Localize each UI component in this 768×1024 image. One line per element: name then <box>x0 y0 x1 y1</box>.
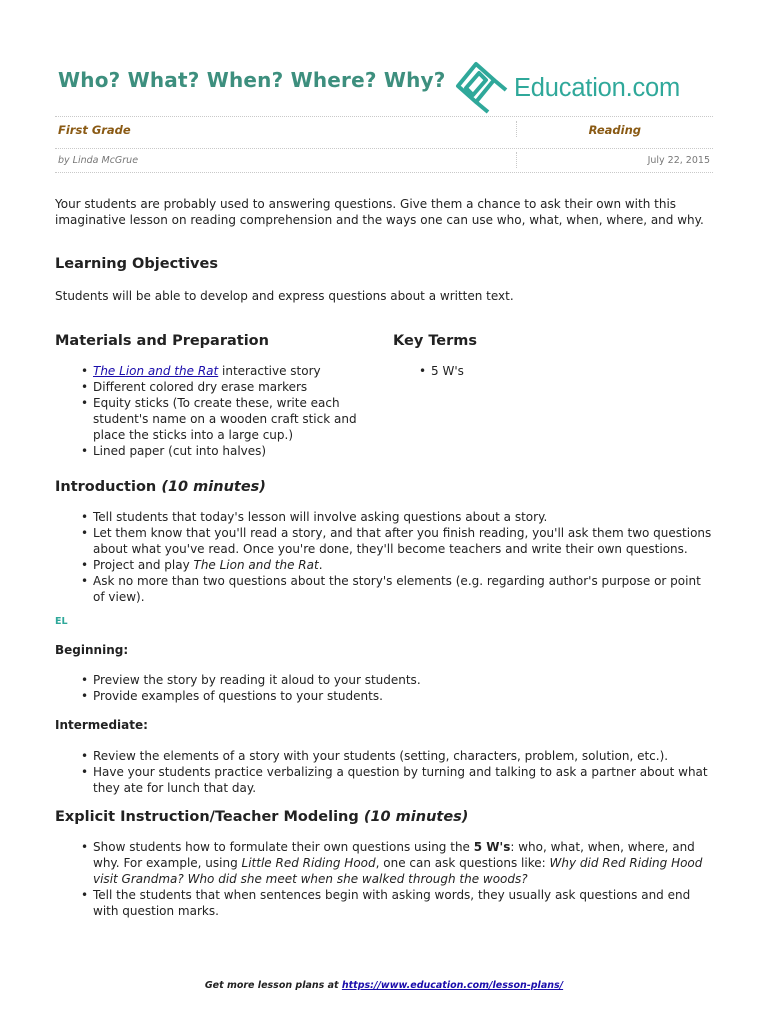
learning-objectives-text: Students will be able to develop and express questions about a written text. <box>55 289 514 303</box>
duration: (10 minutes) <box>161 479 266 495</box>
list-item-text: interactive story <box>218 364 321 378</box>
list-item <box>55 557 715 573</box>
education-logo[interactable] <box>452 54 714 114</box>
list-item: • Ask no more than two questions about the story's elements (e.g. regarding author's purpose or point of view). <box>55 573 715 605</box>
heading-text: Explicit Instruction/Teacher Modeling <box>55 809 359 825</box>
explicit-instruction-list <box>55 839 715 919</box>
learning-objectives-heading: Learning Objectives <box>55 256 218 272</box>
introduction-heading <box>55 479 266 495</box>
footer <box>0 980 768 991</box>
list-item: • Equity sticks (To create these, write each student's name on a wooden craft stick and place the sticks into a large cup.) <box>55 395 365 443</box>
key-terms-list <box>393 363 593 379</box>
lesson-plans-link[interactable]: https://www.education.com/lesson-plans/ <box>341 980 564 991</box>
example-questions: Why did Red Riding Hood visit Grandma? Who did she meet when she walked through the woods? <box>93 856 703 886</box>
list-item: • Tell the students that when sentences begin with asking words, they usually ask questions and end with question marks. <box>55 887 715 919</box>
intermediate-list <box>55 748 715 796</box>
list-item-text: Show students how to formulate their own questions using the <box>93 840 474 854</box>
materials-heading: Materials and Preparation <box>55 333 269 349</box>
divider <box>55 116 713 117</box>
list-item: • Review the elements of a story with your students (setting, characters, problem, solution, etc.). <box>55 748 715 764</box>
list-item: • Preview the story by reading it aloud to your students. <box>55 672 715 688</box>
list-item: • Let them know that you'll read a story, and that after you finish reading, you'll ask them two questions about what you've read. Once you're done, they'll become teachers and write their own questions. <box>55 525 715 557</box>
beginning-label: Beginning: <box>55 643 129 657</box>
list-item-text: Project and play <box>93 558 194 572</box>
list-item: • Provide examples of questions to your students. <box>55 688 715 704</box>
list-item: • Different colored dry erase markers <box>55 379 365 395</box>
divider <box>55 148 713 149</box>
materials-list <box>55 363 365 459</box>
list-item: • 5 W's <box>393 363 593 379</box>
introduction-list <box>55 509 715 605</box>
divider <box>55 172 713 173</box>
grade-label: First Grade <box>58 123 131 137</box>
list-item-text: : who, what, when, where, and why. For example, using <box>93 840 695 870</box>
subject-label: Reading <box>588 123 641 137</box>
el-label: EL <box>55 616 68 627</box>
duration: (10 minutes) <box>363 809 469 825</box>
beginning-list <box>55 672 715 704</box>
page-title: Who? What? When? Where? Why? <box>58 68 446 92</box>
logo-text: Education.com <box>514 74 681 102</box>
story-title: The Lion and the Rat <box>193 558 319 572</box>
list-item: • Tell students that today's lesson will involve asking questions about a story. <box>55 509 715 525</box>
story-title: Little Red Riding Hood <box>241 856 376 870</box>
key-term: 5 W's <box>473 840 511 854</box>
author: by Linda McGrue <box>58 155 139 166</box>
publish-date: July 22, 2015 <box>647 155 710 166</box>
key-terms-heading: Key Terms <box>393 333 478 349</box>
explicit-instruction-heading <box>55 809 468 825</box>
lion-and-rat-link[interactable]: The Lion and the Rat <box>93 364 219 378</box>
intro-paragraph: Your students are probably used to answering questions. Give them a chance to ask their own with this imaginative lesson on reading comprehension and the ways one can use who, what, when, where, and why. <box>55 197 704 227</box>
list-item: • Lined paper (cut into halves) <box>55 443 365 459</box>
divider <box>516 152 517 168</box>
list-item <box>55 839 715 887</box>
list-item: • Have your students practice verbalizing a question by turning and talking to ask a partner about what they ate for lunch that day. <box>55 764 715 796</box>
list-item-text: . <box>318 558 323 572</box>
pencil-logo-icon <box>452 54 512 114</box>
heading-text: Introduction <box>55 479 157 495</box>
footer-text: Get more lesson plans at <box>204 980 342 991</box>
intermediate-label: Intermediate: <box>55 718 148 732</box>
divider <box>516 121 517 137</box>
list-item-text: , one can ask questions like: <box>375 856 550 870</box>
list-item <box>55 363 365 379</box>
